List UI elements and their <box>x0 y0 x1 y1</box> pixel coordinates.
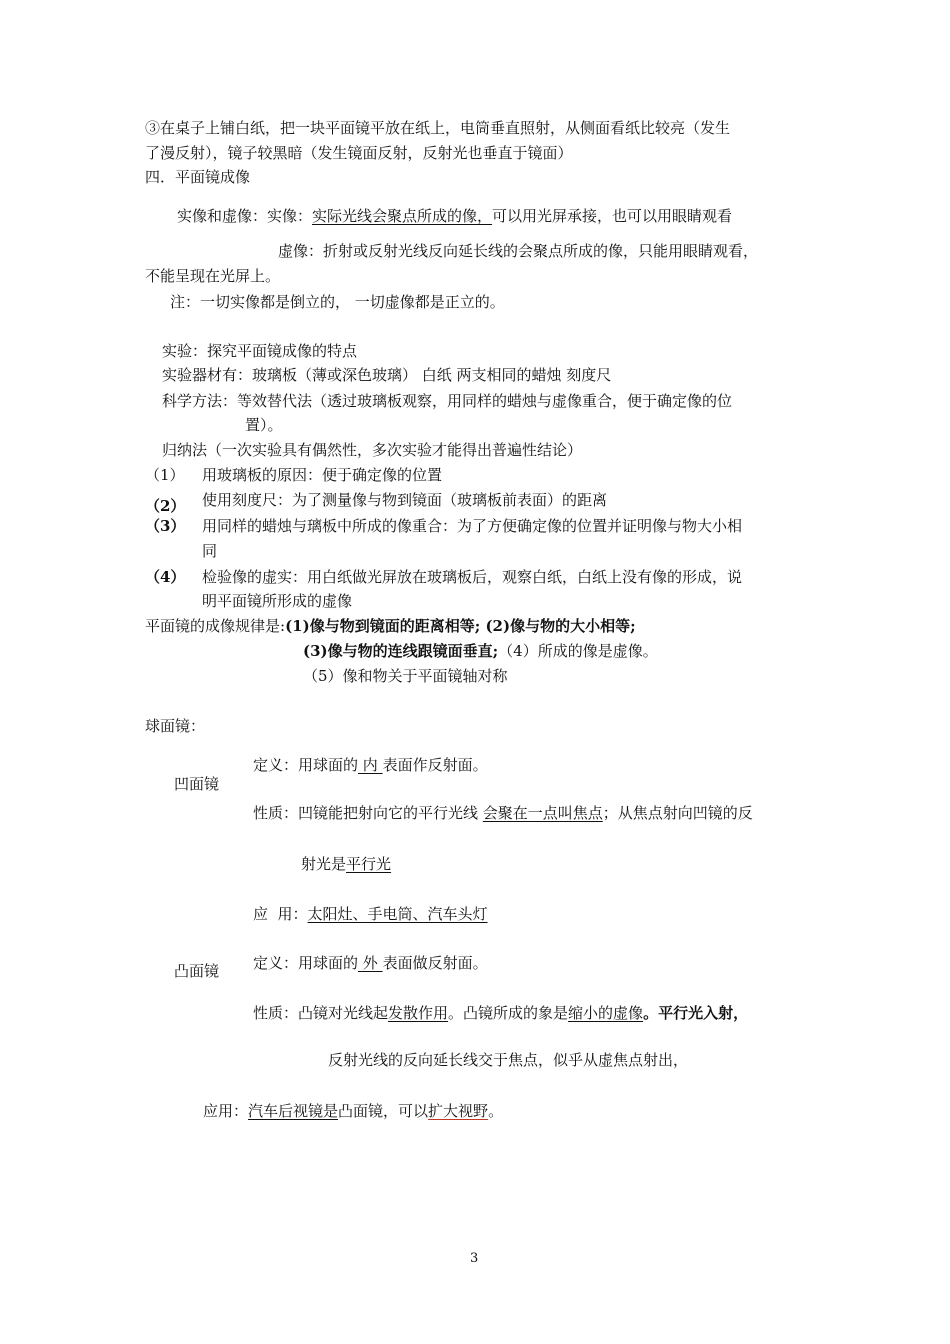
concave-app-prefix: 应 用： <box>253 905 308 923</box>
intro-line-2: 了漫反射），镜子较黑暗（发生镜面反射，反射光也垂直于镜面） <box>145 144 573 162</box>
real-image-definition: 实际光线会聚点所成的像， <box>312 207 493 225</box>
rules-3: (3)像与物的连线跟镜面垂直; <box>303 642 499 660</box>
concave-def-prefix: 定义：用球面的 <box>253 756 359 774</box>
concave-property-line-2 <box>301 854 391 874</box>
convex-prop-prefix: 性质：凸镜对光线起 <box>253 1004 389 1022</box>
item-3-text-line-1: 用同样的蜡烛与璃板中所成的像重合：为了方便确定像的位置并证明像与物大小相 <box>202 517 743 535</box>
spherical-heading: 球面镜： <box>145 717 206 735</box>
convex-def-prefix: 定义：用球面的 <box>253 954 359 972</box>
item-1-text: 用玻璃板的原因：便于确定像的位置 <box>202 466 443 484</box>
concave-prop-l2-prefix: 射光是 <box>301 855 347 873</box>
real-image-rest: 可以用光屏承接，也可以用眼睛观看 <box>492 207 733 225</box>
rules-label: 平面镜的成像规律是: <box>145 617 286 635</box>
concave-application <box>253 904 488 924</box>
image-note: 注：一切实像都是倒立的， 一切虚像都是正立的。 <box>170 293 505 311</box>
experiment-method-line-1: 科学方法：等效替代法（透过玻璃板观察，用同样的蜡烛与虚像重合，便于确定像的位 <box>162 392 733 410</box>
convex-app-answer: 汽车后视镜是 <box>248 1102 339 1120</box>
concave-prop-focus: 会聚在一点叫焦点 <box>482 804 603 822</box>
intro-line-1: ③在桌子上铺白纸，把一块平面镜平放在纸上，电筒垂直照射，从侧面看纸比较亮（发生 <box>145 119 731 137</box>
experiment-induction: 归纳法（一次实验具有偶然性，多次实验才能得出普遍性结论） <box>162 441 583 459</box>
rules-4: （4）所成的像是虚像。 <box>498 642 658 660</box>
item-4-text-line-1: 检验像的虚实：用白纸做光屏放在玻璃板后，观察白纸，白纸上没有像的形成，说 <box>202 568 743 586</box>
experiment-method-line-2: 置）。 <box>245 416 283 434</box>
convex-prop-mid: 。凸镜所成的象是 <box>448 1004 569 1022</box>
concave-def-suffix: 表面作反射面。 <box>382 756 488 774</box>
convex-app-end: 。 <box>488 1102 504 1120</box>
convex-definition <box>253 953 488 973</box>
concave-prop-l2-answer: 平行光 <box>346 855 392 873</box>
concave-label: 凹面镜 <box>174 775 220 793</box>
item-2-text: 使用刻度尺：为了测量像与物到镜面（玻璃板前表面）的距离 <box>202 491 608 509</box>
real-virtual-prefix: 实像和虚像：实像： <box>177 207 313 225</box>
item-4-text-line-2: 明平面镜所形成的虚像 <box>202 592 353 610</box>
concave-property-line-1 <box>253 803 753 823</box>
concave-app-answer: 太阳灶、手电筒、汽车头灯 <box>307 905 488 923</box>
page-number: 3 <box>470 1251 479 1266</box>
convex-prop-end: 。平行光入射， <box>643 1004 749 1022</box>
convex-label: 凸面镜 <box>174 962 220 980</box>
convex-prop-image: 缩小的虚像 <box>568 1004 644 1022</box>
rules-1-2: (1)像与物到镜面的距离相等; (2)像与物的大小相等; <box>285 617 636 635</box>
convex-app-mid: 凸面镜，可以 <box>338 1102 429 1120</box>
convex-def-suffix: 表面做反射面。 <box>382 954 488 972</box>
concave-definition <box>253 755 488 775</box>
rules-line-1 <box>145 616 636 636</box>
item-2-number: （2） <box>145 497 186 515</box>
convex-app-prefix: 应用： <box>203 1102 249 1120</box>
experiment-equipment: 实验器材有：玻璃板（薄或深色玻璃） 白纸 两支相同的蜡烛 刻度尺 <box>162 366 612 384</box>
convex-def-blank: 外 <box>358 954 383 972</box>
concave-prop-prefix: 性质：凹镜能把射向它的平行光线 <box>253 804 483 822</box>
convex-app-view: 扩大视野 <box>428 1102 489 1120</box>
concave-prop-rest: ；从焦点射向凹镜的反 <box>602 804 753 822</box>
item-3-number: （3） <box>145 517 186 535</box>
convex-property-line-2: 反射光线的反向延长线交于焦点，似乎从虚焦点射出， <box>328 1051 689 1069</box>
convex-prop-diverge: 发散作用 <box>388 1004 449 1022</box>
virtual-image-line-1: 虚像：折射或反射光线反向延长线的会聚点所成的像，只能用眼睛观看， <box>278 242 759 260</box>
concave-def-blank: 内 <box>358 756 383 774</box>
convex-application <box>203 1101 503 1121</box>
rules-line-2 <box>303 641 658 661</box>
rules-line-3: （5）像和物关于平面镜轴对称 <box>303 667 508 685</box>
item-3-text-line-2: 同 <box>202 542 218 560</box>
virtual-image-line-2: 不能呈现在光屏上。 <box>145 267 281 285</box>
section-4-heading: 四．平面镜成像 <box>145 168 251 186</box>
experiment-title: 实验：探究平面镜成像的特点 <box>162 342 358 360</box>
convex-property-line-1 <box>253 1003 748 1023</box>
real-image-line <box>177 206 732 226</box>
item-1-number: （1） <box>145 466 185 484</box>
item-4-number: （4） <box>145 568 186 586</box>
